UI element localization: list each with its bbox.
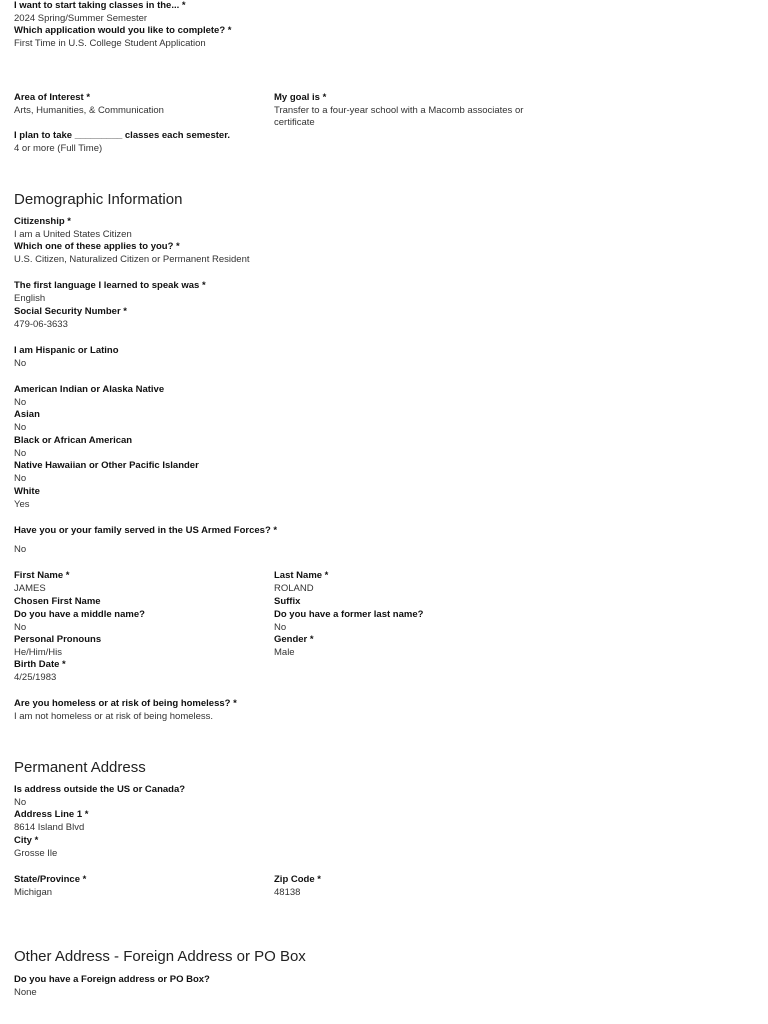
field-value: English: [14, 292, 46, 304]
application-type-field: [14, 25, 314, 50]
field-label: I am Hispanic or Latino: [14, 345, 119, 356]
middle-name-field: [14, 609, 264, 634]
field-value: 4 or more (Full Time): [14, 142, 103, 154]
field-value: First Time in U.S. College Student Application: [14, 37, 206, 49]
field-value: I am not homeless or at risk of being homeless.: [14, 710, 214, 722]
field-label: City *: [14, 835, 39, 846]
pacific-islander-field: [14, 460, 264, 485]
field-label: Suffix: [274, 596, 301, 607]
field-label: Black or African American: [14, 435, 133, 446]
address-line-1-field: [14, 809, 264, 834]
field-label: Gender *: [274, 634, 314, 645]
start-term-field: [14, 0, 314, 25]
field-label: State/Province *: [14, 874, 87, 885]
white-field: [14, 486, 264, 511]
field-label: My goal is *: [274, 92, 327, 103]
state-field: [14, 874, 264, 899]
field-value: No: [274, 621, 287, 633]
field-value: Male: [274, 646, 295, 658]
field-value: No: [14, 796, 27, 808]
field-value: 8614 Island Blvd: [14, 821, 85, 833]
suffix-field: [274, 596, 524, 609]
first-name-field: [14, 570, 264, 595]
field-value: I am a United States Citizen: [14, 228, 132, 240]
other-address-heading: Other Address - Foreign Address or PO Box: [14, 948, 306, 965]
field-label: Last Name *: [274, 570, 329, 581]
field-label: Personal Pronouns: [14, 634, 102, 645]
pronouns-field: [14, 634, 264, 659]
field-label: Do you have a middle name?: [14, 609, 145, 620]
black-field: [14, 435, 264, 460]
field-label: Is address outside the US or Canada?: [14, 784, 186, 795]
field-label: Citizenship *: [14, 216, 72, 227]
field-label: Chosen First Name: [14, 596, 101, 607]
asian-field: [14, 409, 264, 434]
field-value: Grosse Ile: [14, 847, 58, 859]
field-value: No: [14, 357, 27, 369]
field-value: 48138: [274, 886, 301, 898]
classes-per-semester-field: [14, 130, 264, 155]
field-value: No: [14, 543, 27, 555]
goal-field: [274, 92, 534, 130]
birth-date-field: [14, 659, 264, 684]
field-value: Yes: [14, 498, 30, 510]
chosen-first-name-field: [14, 596, 264, 609]
foreign-or-po-box-field: [14, 974, 264, 999]
field-label: White: [14, 486, 40, 497]
former-last-name-field: [274, 609, 524, 634]
field-label: Which one of these applies to you? *: [14, 241, 180, 252]
field-value: No: [14, 447, 27, 459]
hispanic-field: [14, 345, 264, 370]
first-language-field: [14, 280, 264, 305]
field-value: 479-06-3633: [14, 318, 68, 330]
field-value: None: [14, 986, 37, 998]
field-label: Area of Interest *: [14, 92, 91, 103]
field-value: U.S. Citizen, Naturalized Citizen or Permanent Resident: [14, 253, 250, 265]
permanent-address-heading: Permanent Address: [14, 759, 146, 776]
field-value: Transfer to a four-year school with a Macomb associates or certificate: [274, 104, 524, 128]
field-label: Zip Code *: [274, 874, 321, 885]
homeless-field: [14, 698, 314, 723]
field-label: First Name *: [14, 570, 70, 581]
citizenship-field: [14, 216, 264, 241]
gender-field: [274, 634, 524, 659]
field-label: Birth Date *: [14, 659, 66, 670]
field-label: Address Line 1 *: [14, 809, 89, 820]
field-label: I plan to take _________ classes each semester.: [14, 130, 231, 141]
citizenship-status-field: [14, 241, 314, 266]
field-label: Which application would you like to complete? *: [14, 25, 232, 36]
field-label: Are you homeless or at risk of being homeless? *: [14, 698, 237, 709]
armed-forces-field: [14, 525, 314, 556]
field-value: ROLAND: [274, 582, 314, 594]
ssn-field: [14, 306, 264, 331]
field-label: Asian: [14, 409, 40, 420]
field-label: Have you or your family served in the US Armed Forces? *: [14, 525, 278, 536]
field-value: JAMES: [14, 582, 46, 594]
field-label: Social Security Number *: [14, 306, 127, 317]
city-field: [14, 835, 264, 860]
field-value: No: [14, 472, 27, 484]
american-indian-field: [14, 384, 264, 409]
field-value: No: [14, 621, 27, 633]
last-name-field: [274, 570, 524, 595]
field-label: Do you have a Foreign address or PO Box?: [14, 974, 210, 985]
field-value: 4/25/1983: [14, 671, 57, 683]
area-of-interest-field: [14, 92, 264, 117]
outside-us-field: [14, 784, 264, 809]
demographic-section-heading: Demographic Information: [14, 191, 183, 208]
zip-code-field: [274, 874, 524, 899]
field-label: Native Hawaiian or Other Pacific Islander: [14, 460, 199, 471]
field-label: I want to start taking classes in the... *: [14, 0, 186, 11]
field-label: The first language I learned to speak was *: [14, 280, 206, 291]
field-label: American Indian or Alaska Native: [14, 384, 165, 395]
field-value: He/Him/His: [14, 646, 63, 658]
field-value: Arts, Humanities, & Communication: [14, 104, 164, 116]
field-value: No: [14, 421, 27, 433]
field-value: Michigan: [14, 886, 53, 898]
field-label: Do you have a former last name?: [274, 609, 424, 620]
field-value: No: [14, 396, 27, 408]
field-value: 2024 Spring/Summer Semester: [14, 12, 148, 24]
